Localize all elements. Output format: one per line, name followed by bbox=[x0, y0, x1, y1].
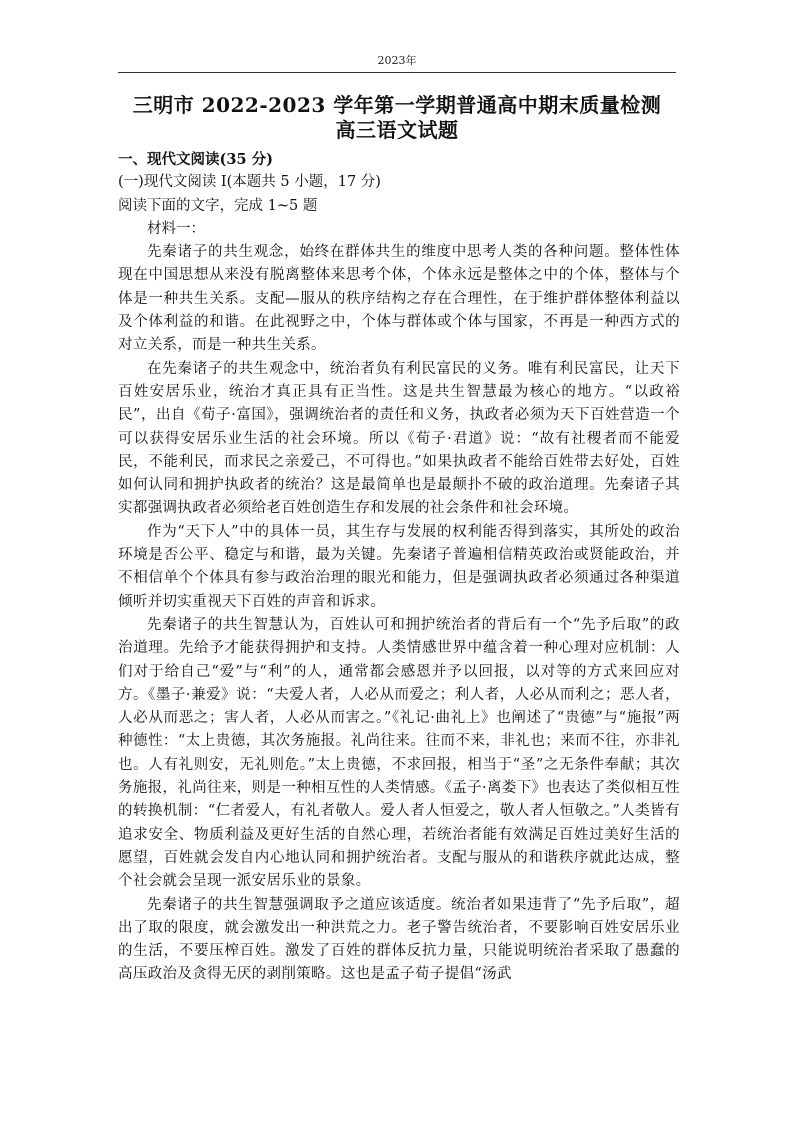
body-paragraph-1: 先秦诸子的共生观念，始终在群体共生的维度中思考人类的各种问题。整体性体现在中国思想从来没有脱离整体来思考个体，个体永远是整体之中的个体，整体与个体是一种共生关系。支配—服从的秩序结构之存在合理性，在于维护群体整体利益以及个体利益的和谐。在此视野之中，个体与群体或个体与国家，不再是一种西方式的对立关系，而是一种共生关系。 bbox=[118, 244, 680, 354]
document-body bbox=[118, 148, 680, 987]
section-heading: 一、现代文阅读(35 分) bbox=[118, 151, 273, 168]
section-subheading: (一)现代文阅读 I(本题共 5 小题，17 分) bbox=[118, 174, 381, 191]
exam-title-line2: 高三语文试题 bbox=[335, 118, 459, 142]
page-header-year: 2023年 bbox=[377, 54, 417, 67]
material-label: 材料一： bbox=[147, 220, 205, 237]
exam-title bbox=[0, 93, 794, 143]
body-paragraph-3: 作为“天下人”中的具体一员，其生存与发展的权利能否得到落实，其所处的政治环境是否公平、稳定与和谐，最为关键。先秦诸子普遍相信精英政治或贤能政治，并不相信单个个体具有参与政治治理的眼光和能力，但是强调执政者必须通过各种渠道倾听并切实重视天下百姓的声音和诉求。 bbox=[118, 523, 680, 610]
header-divider bbox=[118, 72, 676, 73]
reading-instruction: 阅读下面的文字，完成 1~5 题 bbox=[118, 197, 318, 214]
exam-title-line1: 三明市 2022-2023 学年第一学期普通高中期末质量检测 bbox=[132, 93, 662, 117]
body-paragraph-5: 先秦诸子的共生智慧强调取予之道应该适度。统治者如果违背了“先予后取”，超出了取的限度，就会激发出一种洪荒之力。老子警告统治者，不要影响百姓安居乐业的生活，不要压榨百姓。激发了百姓的群体反抗力量，只能说明统治者采取了愚蠢的高压政治及贪得无厌的剥削策略。这也是孟子荀子提倡“汤武 bbox=[118, 896, 680, 983]
body-paragraph-2: 在先秦诸子的共生观念中，统治者负有利民富民的义务。唯有利民富民，让天下百姓安居乐业，统治才真正具有正当性。这是共生智慧最为核心的地方。“以政裕民”，出自《荀子·富国》，强调统治者的责任和义务，执政者必须为天下百姓营造一个可以获得安居乐业生活的社会环境。所以《荀子·君道》说：“故有社稷者而不能爱民，不能利民，而求民之亲爱己，不可得也。”如果执政者不能给百姓带去好处，百姓如何认同和拥护执政者的统治？这是最简单也是最颠扑不破的政治道理。先秦诸子其实都强调执政者必须给老百姓创造生存和发展的社会条件和社会环境。 bbox=[118, 360, 680, 517]
body-paragraph-4: 先秦诸子的共生智慧认为，百姓认可和拥护统治者的背后有一个“先予后取”的政治道理。先给予才能获得拥护和支持。人类情感世界中蕴含着一种心理对应机制：人们对于给自己“爱”与“利”的人，通常都会感恩并予以回报，以对等的方式来回应对方。《墨子·兼爱》说：“夫爱人者，人必从而爱之；利人者，人必从而利之；恶人者，人必从而恶之；害人者，人必从而害之。”《礼记·曲礼上》也阐述了“贵德”与“施报”两种德性：“太上贵德，其次务施报。礼尚往来。往而不来，非礼也；来而不往，亦非礼也。人有礼则安，无礼则危。”太上贵德，不求回报，相当于“圣”之无条件奉献；其次务施报，礼尚往来，则是一种相互性的人类情感。《孟子·离娄下》也表达了类似相互性的转换机制：“仁者爱人，有礼者敬人。爱人者人恒爱之，敬人者人恒敬之。”人类皆有追求安全、物质利益及更好生活的自然心理，若统治者能有效满足百姓过美好生活的愿望，百姓就会发自内心地认同和拥护统治者。支配与服从的和谐秩序就此达成，整个社会就会呈现一派安居乐业的景象。 bbox=[118, 616, 681, 890]
